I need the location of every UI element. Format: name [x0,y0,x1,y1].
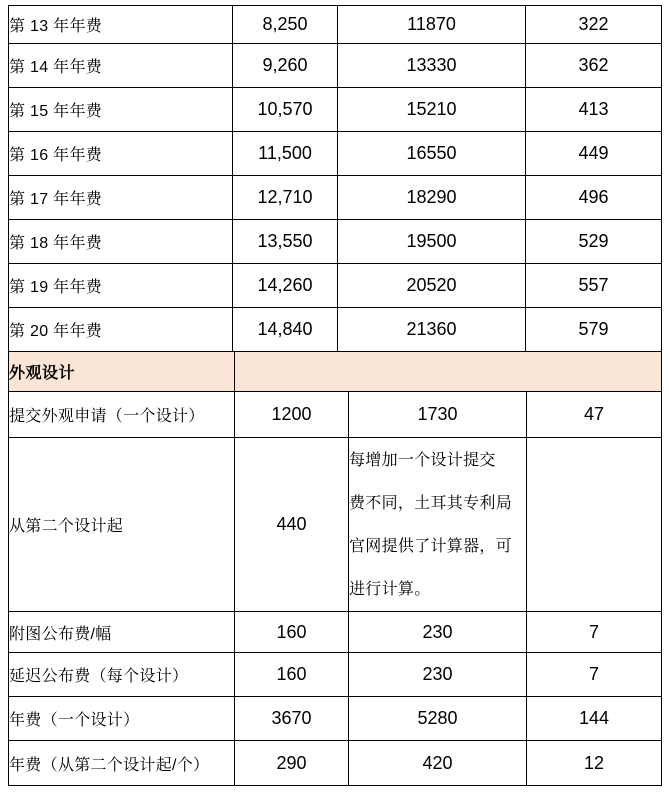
fee-amount-cell: 8,250 [233,6,338,44]
fee-label-cell: 年费（从第二个设计起/个） [9,741,235,786]
fee-amount-cell: 362 [526,44,662,88]
table-row [9,308,662,352]
fee-amount-cell: 420 [349,741,527,786]
fee-amount-cell: 15210 [338,88,526,132]
fee-amount-cell: 440 [235,438,349,612]
fee-amount-cell-empty [527,438,662,612]
fee-amount-cell: 7 [527,653,662,697]
table-row [9,741,662,786]
fee-label-cell: 年费（一个设计） [9,697,235,741]
fee-amount-cell: 160 [235,612,349,653]
fee-amount-cell: 13,550 [233,220,338,264]
table-row [9,612,662,653]
fee-amount-cell: 11870 [338,6,526,44]
fee-amount-cell: 230 [349,612,527,653]
fee-amount-cell: 14,260 [233,264,338,308]
fee-amount-cell: 413 [526,88,662,132]
design-fee-table [8,351,662,786]
fee-label-cell: 第 20 年年费 [9,308,233,352]
table-row [9,264,662,308]
fee-amount-cell: 16550 [338,132,526,176]
fee-amount-cell: 1200 [235,392,349,438]
fee-label-cell: 附图公布费/幅 [9,612,235,653]
fee-label-cell: 第 14 年年费 [9,44,233,88]
fee-amount-cell: 13330 [338,44,526,88]
fee-amount-cell: 449 [526,132,662,176]
fee-amount-cell: 322 [526,6,662,44]
table-row [9,132,662,176]
fee-label-cell: 提交外观申请（一个设计） [9,392,235,438]
fee-label-cell: 第 15 年年费 [9,88,233,132]
fee-label-cell: 第 13 年年费 [9,6,233,44]
table-row [9,220,662,264]
fee-amount-cell: 21360 [338,308,526,352]
fee-amount-cell: 10,570 [233,88,338,132]
fee-amount-cell: 230 [349,653,527,697]
fee-amount-cell: 9,260 [233,44,338,88]
fee-amount-cell: 18290 [338,176,526,220]
fee-amount-cell: 557 [526,264,662,308]
fee-amount-cell: 290 [235,741,349,786]
note-line: 进行计算。 [349,580,431,598]
table-row [9,653,662,697]
fee-amount-cell: 579 [526,308,662,352]
table-row [9,88,662,132]
fee-amount-cell: 12 [527,741,662,786]
fee-amount-cell: 496 [526,176,662,220]
fee-amount-cell: 3670 [235,697,349,741]
fee-label-cell: 延迟公布费（每个设计） [9,653,235,697]
fee-amount-cell: 11,500 [233,132,338,176]
fee-label-cell: 第 19 年年费 [9,264,233,308]
table-row-with-note [9,438,662,612]
table-row [9,176,662,220]
note-line: 每增加一个设计提交 [349,451,496,469]
note-line: 官网提供了计算器，可 [349,537,513,555]
section-title: 外观设计 [9,352,235,392]
fee-amount-cell: 19500 [338,220,526,264]
table-row [9,392,662,438]
table-row [9,44,662,88]
fee-amount-cell: 7 [527,612,662,653]
fee-note-cell [349,438,527,612]
fee-amount-cell: 12,710 [233,176,338,220]
note-line: 费不同，土耳其专利局 [349,494,513,512]
fee-label-cell: 第 17 年年费 [9,176,233,220]
annual-fee-table [8,5,662,352]
fee-amount-cell: 1730 [349,392,527,438]
table-row [9,697,662,741]
section-header-row [9,352,662,392]
fee-amount-cell: 5280 [349,697,527,741]
fee-amount-cell: 144 [527,697,662,741]
fee-amount-cell: 47 [527,392,662,438]
fee-amount-cell: 160 [235,653,349,697]
fee-label-cell: 第 18 年年费 [9,220,233,264]
fee-label-cell: 第 16 年年费 [9,132,233,176]
fee-label-cell: 从第二个设计起 [9,438,235,612]
fee-amount-cell: 14,840 [233,308,338,352]
section-header-spacer [235,352,662,392]
fee-amount-cell: 529 [526,220,662,264]
table-row [9,6,662,44]
fee-amount-cell: 20520 [338,264,526,308]
